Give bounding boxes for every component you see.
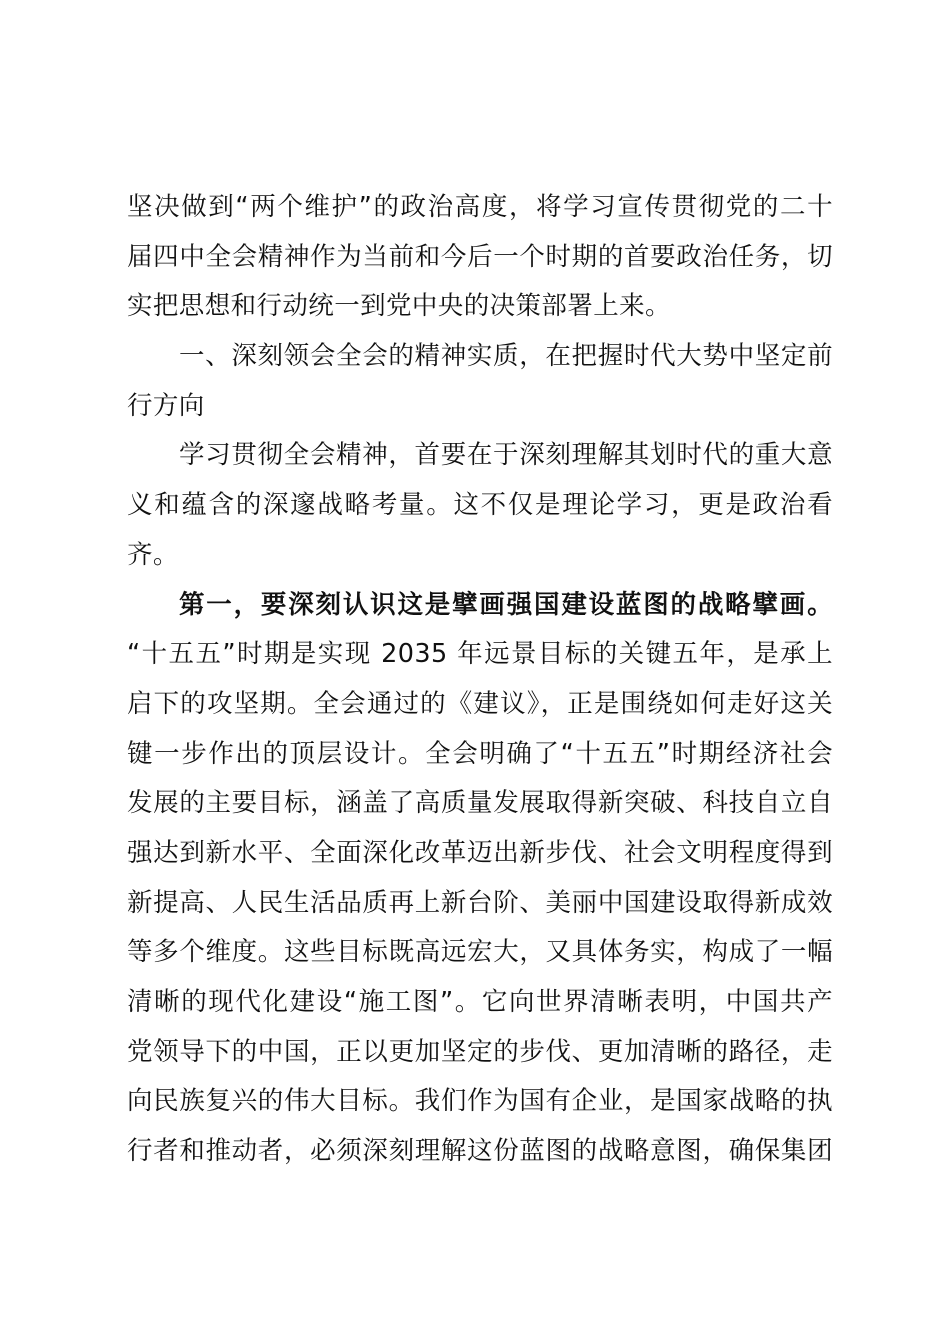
text-line: 启下的攻坚期。全会通过的《建议》，正是围绕如何走好这关 [127,688,833,719]
text-line: 党领导下的中国，正以更加坚定的步伐、更加清晰的路径，走 [127,1036,833,1067]
text-line: 清晰的现代化建设“施工图”。它向世界清晰表明，中国共产 [127,987,833,1017]
text-line: 等多个维度。这些目标既高远宏大，又具体务实，构成了一幅 [127,937,833,968]
text-line: 键一步作出的顶层设计。全会明确了“十五五”时期经济社会 [127,738,833,769]
text-line: 向民族复兴的伟大目标。我们作为国有企业，是国家战略的执 [127,1086,833,1117]
text-line: 坚决做到“两个维护”的政治高度，将学习宣传贯彻党的二十 [127,192,833,222]
text-line: 齐。 [127,539,179,570]
text-line: 发展的主要目标，涵盖了高质量发展取得新突破、科技自立自 [127,788,833,819]
paragraph-intro [127,431,833,580]
document-body [127,183,833,1177]
text-line: 行者和推动者，必须深刻理解这份蓝图的战略意图，确保集团 [127,1136,833,1167]
text-line: 学习贯彻全会精神，首要在于深刻理解其划时代的重大意 [179,440,833,471]
text-line: 义和蕴含的深邃战略考量。这不仅是理论学习，更是政治看 [127,490,833,521]
paragraph-point-1 [127,581,833,1177]
text-line: 实把思想和行动统一到党中央的决策部署上来。 [127,291,671,322]
heading-line: 行方向 [127,390,205,421]
text-line: 届四中全会精神作为当前和今后一个时期的首要政治任务，切 [127,241,833,272]
bold-lead-sentence: 第一，要深刻认识这是擘画强国建设蓝图的战略擘画。 [179,589,833,620]
section-heading-1 [127,332,833,431]
text-line: “十五五”时期是实现 2035 年远景目标的关键五年，是承上 [127,639,833,670]
text-line: 新提高、人民生活品质再上新台阶、美丽中国建设取得新成效 [127,887,833,918]
paragraph-continuation [127,183,833,332]
text-line: 强达到新水平、全面深化改革迈出新步伐、社会文明程度得到 [127,837,833,868]
heading-line: 一、深刻领会全会的精神实质，在把握时代大势中坚定前 [179,341,833,372]
